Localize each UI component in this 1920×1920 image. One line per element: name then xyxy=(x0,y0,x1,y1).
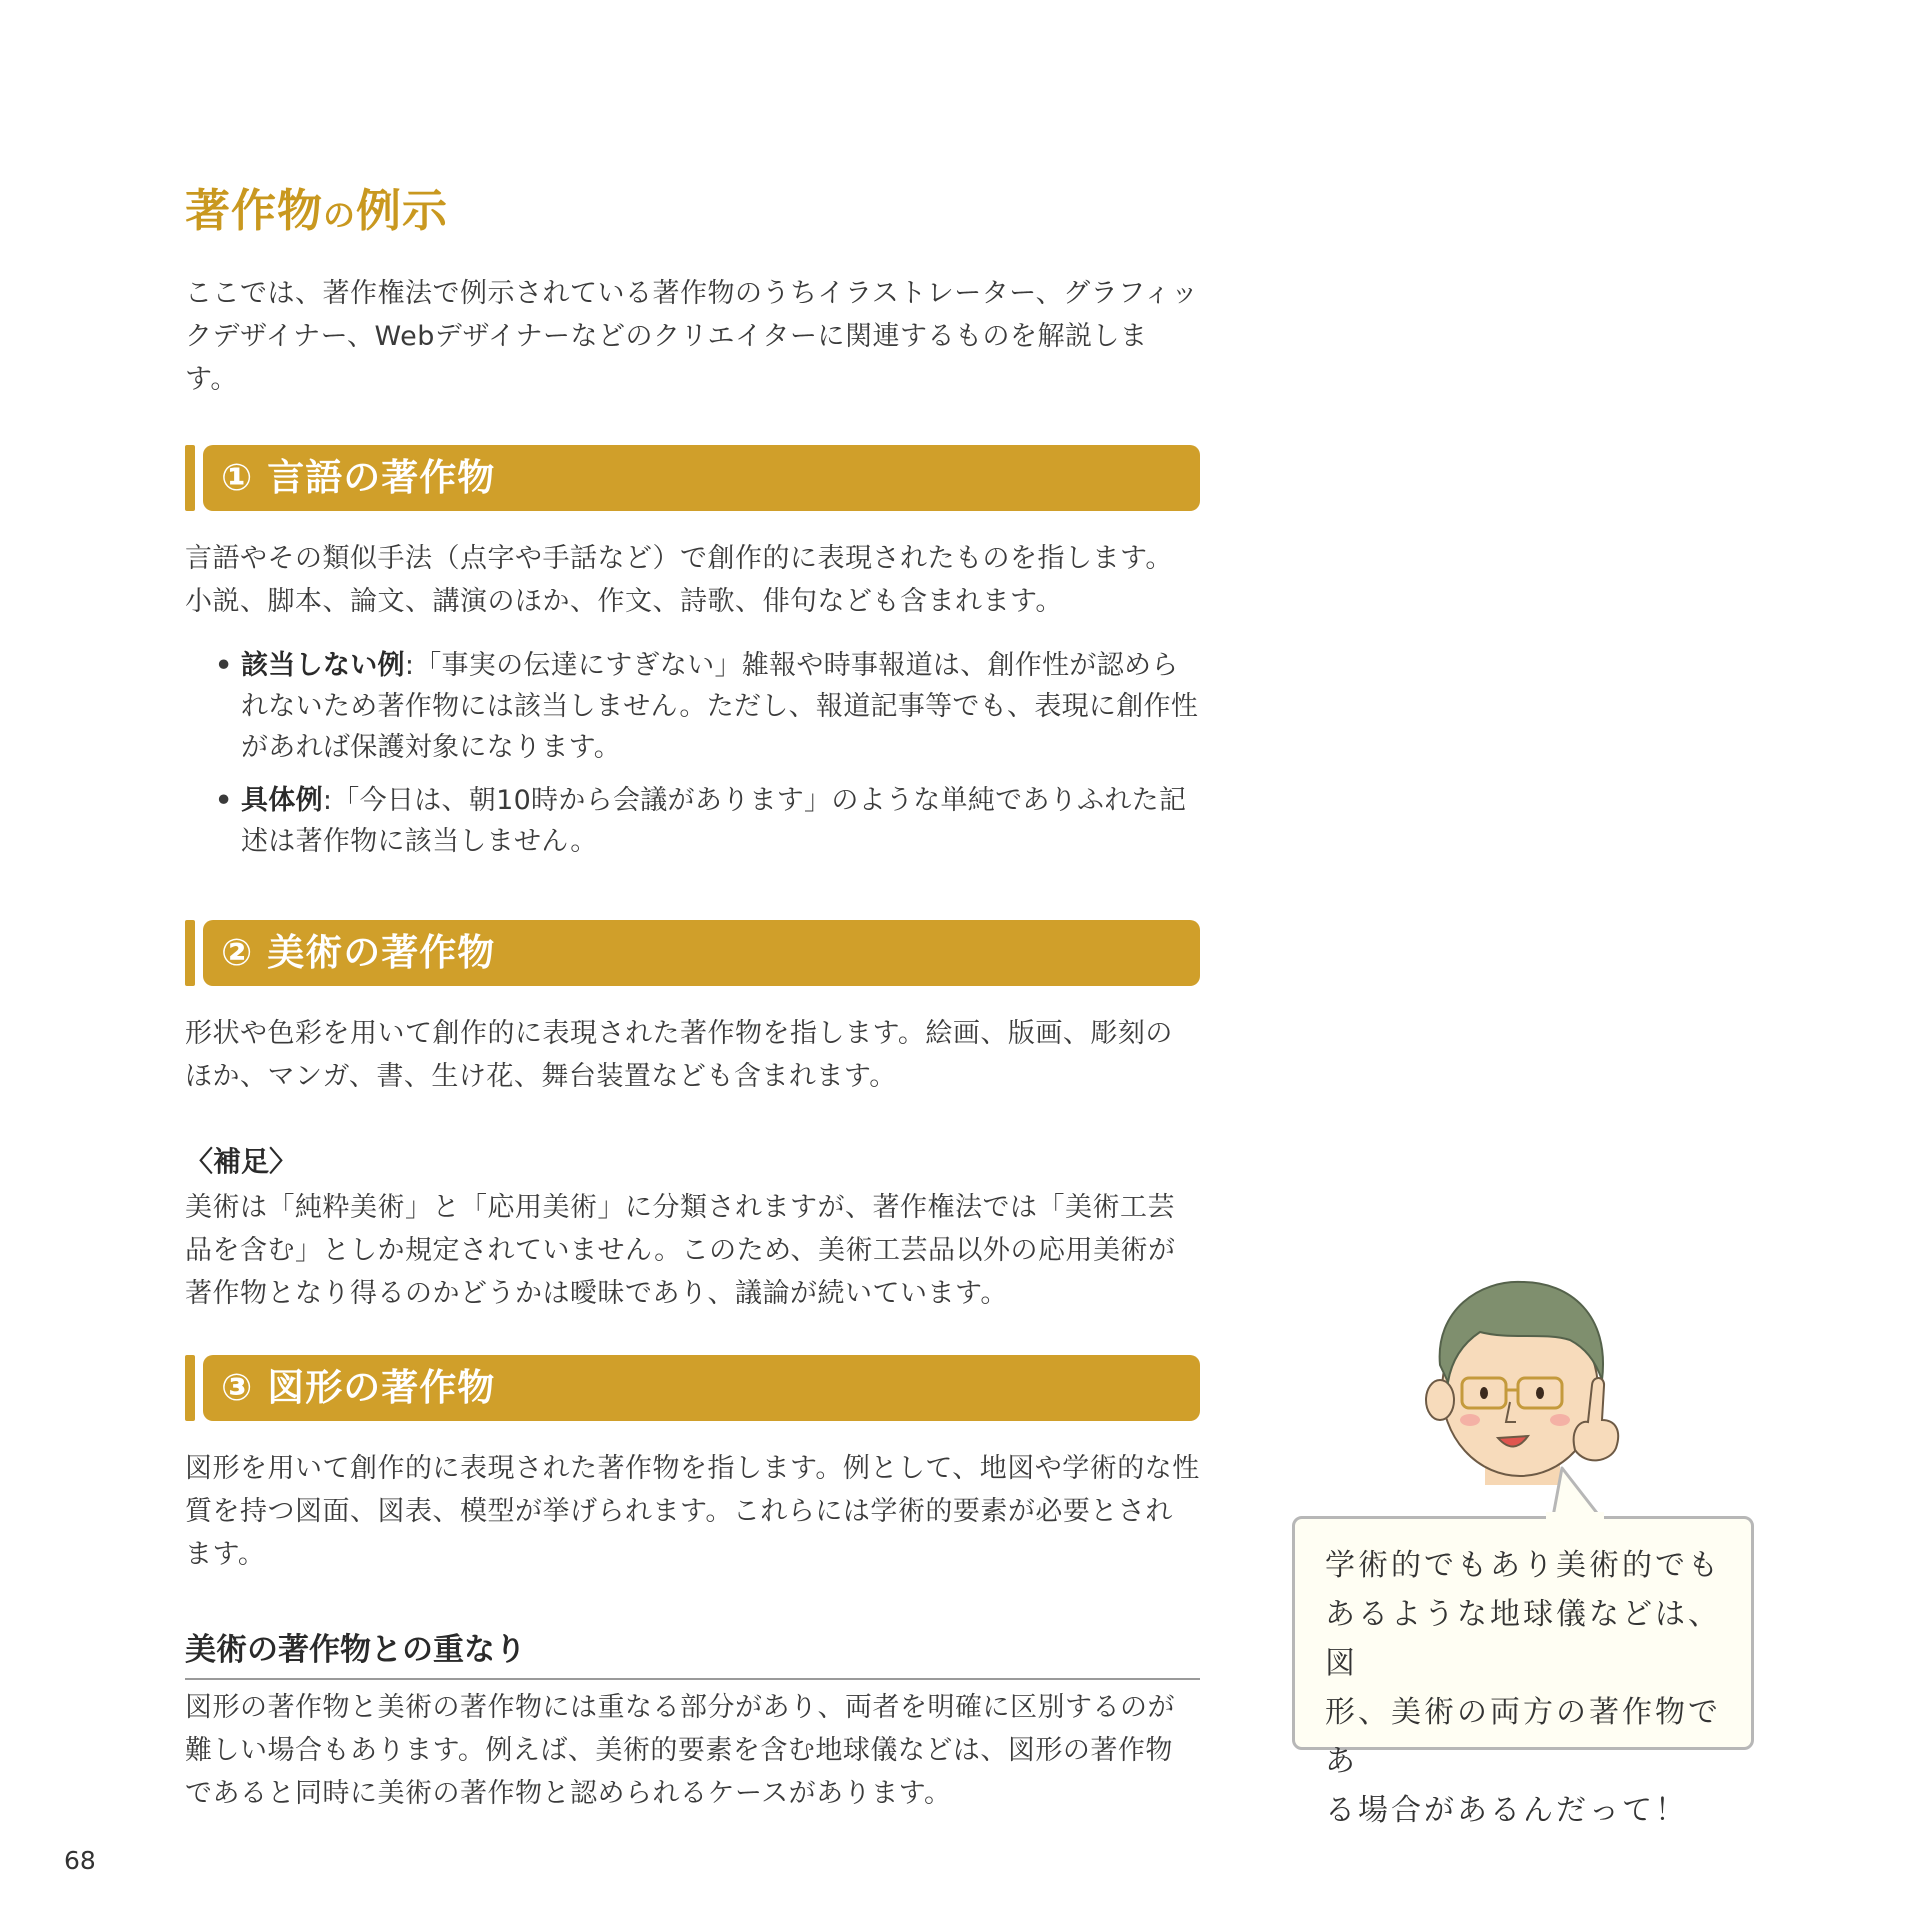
bullet-text: :「事実の伝達にすぎない」雑報や時事報道は、創作性が認められないため著作物には該当しません。ただし、報道記事等でも、表現に創作性があれば保護対象になります。 xyxy=(241,650,1199,763)
speech-line: る場合があるんだって！ xyxy=(1325,1793,1688,1828)
bullet-term: 該当しない例 xyxy=(241,650,405,681)
sub-body-overlap: 図形の著作物と美術の著作物には重なる部分があり、両者を明確に区別するのが難しい場合もあります。例えば、美術的要素を含む地球儀などは、図形の著作物であると同時に美術の著作物と認められるケースがあります。 xyxy=(185,1692,1175,1809)
eye-right xyxy=(1536,1387,1544,1399)
ear-left xyxy=(1426,1380,1454,1420)
section-title-art: ② 美術の著作物 xyxy=(203,920,1200,986)
speech-bubble-text xyxy=(1325,1541,1731,1835)
section-accent-bar xyxy=(185,445,195,511)
bullet-term: 具体例 xyxy=(241,785,323,816)
section-header-figure xyxy=(185,1355,1200,1421)
section-header-art xyxy=(185,920,1200,986)
bullet-text: :「今日は、朝10時から会議があります」のような単純でありふれた記述は著作物に該当しません。 xyxy=(241,785,1187,857)
eye-left xyxy=(1480,1387,1488,1399)
list-item xyxy=(215,780,1200,862)
intro-text: ここでは、著作権法で例示されている著作物のうちイラストレーター、グラフィックデザイナー、Webデザイナーなどのクリエイターに関連するものを解説します。 xyxy=(185,278,1199,395)
speech-line: あるような地球儀などは、図 xyxy=(1325,1597,1721,1681)
bullet-dot-icon: • xyxy=(215,650,233,681)
section-body-art: 形状や色彩を用いて創作的に表現された著作物を指します。絵画、版画、彫刻のほか、マンガ、書、生け花、舞台装置なども含まれます。 xyxy=(185,1018,1173,1092)
section-accent-bar xyxy=(185,1355,195,1421)
teacher-character-icon xyxy=(1410,1270,1630,1490)
speech-line: 学術的でもあり美術的でも xyxy=(1325,1548,1721,1583)
supplement-heading: 〈補足〉 xyxy=(185,1145,298,1178)
section-accent-bar xyxy=(185,920,195,986)
section-title-language: ① 言語の著作物 xyxy=(203,445,1200,511)
section-title-figure: ③ 図形の著作物 xyxy=(203,1355,1200,1421)
sub-heading-overlap: 美術の著作物との重なり xyxy=(185,1628,1200,1680)
bullet-list xyxy=(185,645,1200,862)
page-number: 68 xyxy=(64,1846,96,1875)
cheek-right xyxy=(1550,1414,1570,1426)
section-header-language xyxy=(185,445,1200,511)
bullet-dot-icon: • xyxy=(215,785,233,816)
section-body-language: 言語やその類似手法（点字や手話など）で創作的に表現されたものを指します。小説、脚本、論文、講演のほか、作文、詩歌、俳句なども含まれます。 xyxy=(185,543,1173,617)
supplement-body: 美術は「純粋美術」と「応用美術」に分類されますが、著作権法では「美術工芸品を含む」としか規定されていません。このため、美術工芸品以外の応用美術が著作物となり得るのかどうかは曖昧であり、議論が続いています。 xyxy=(185,1192,1176,1309)
speech-bubble xyxy=(1292,1516,1754,1828)
section-body-figure: 図形を用いて創作的に表現された著作物を指します。例として、地図や学術的な性質を持つ図面、図表、模型が挙げられます。これらには学術的要素が必要とされます。 xyxy=(185,1453,1200,1570)
speech-bubble-tail-cover xyxy=(1546,1512,1604,1522)
cheek-left xyxy=(1460,1414,1480,1426)
speech-line: 形、美術の両方の著作物であ xyxy=(1325,1695,1721,1779)
list-item xyxy=(215,645,1200,768)
main-content xyxy=(185,176,1200,1815)
page-title: 著作物の例示 xyxy=(185,184,449,237)
